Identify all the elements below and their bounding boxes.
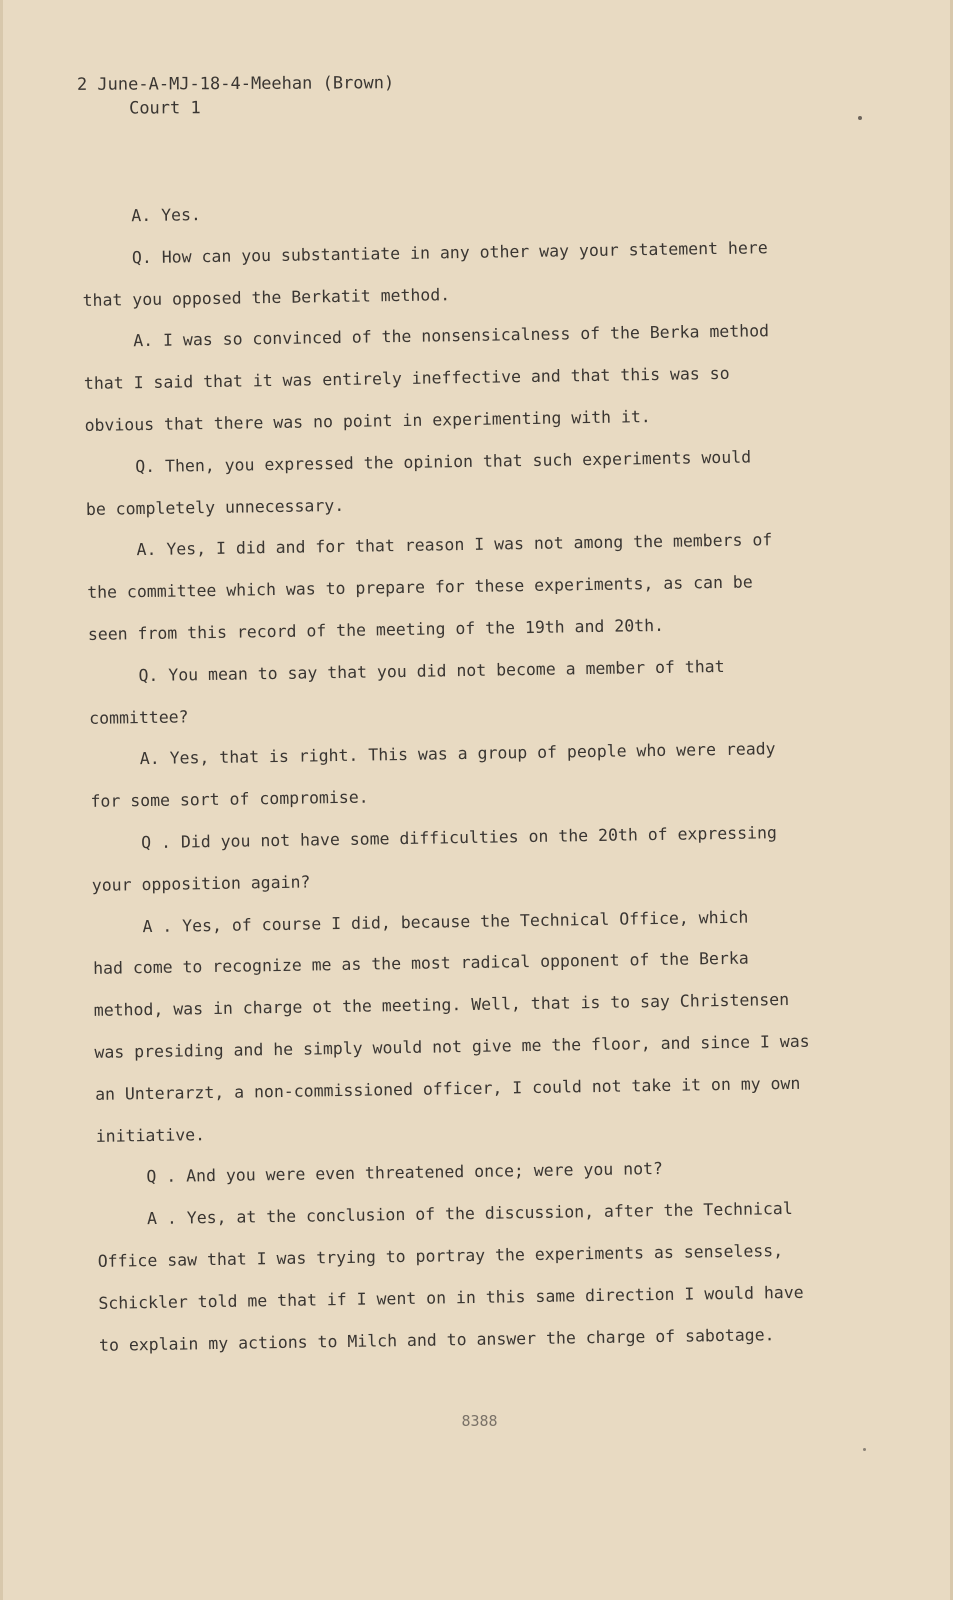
transcript-line: method, was in charge ot the meeting. Well, that is to say Christensen bbox=[93, 990, 790, 1021]
transcript-line: A . Yes, of course I did, because the Technical Office, which bbox=[142, 907, 749, 936]
document-header bbox=[77, 71, 395, 121]
transcript-line: had come to recognize me as the most radical opponent of the Berka bbox=[92, 948, 749, 979]
page-number: 8388 bbox=[461, 1412, 498, 1430]
transcript-line: for some sort of compromise. bbox=[90, 787, 369, 812]
transcript-line: initiative. bbox=[95, 1124, 206, 1146]
transcript-line: the committee which was to prepare for these experiments, as can be bbox=[87, 572, 753, 603]
transcript-line: committee? bbox=[89, 706, 189, 728]
transcript-line: A. Yes, that is right. This was a group of people who were ready bbox=[139, 739, 776, 769]
transcript-line: Q. Then, you expressed the opinion that such experiments would bbox=[135, 447, 752, 476]
transcript-line: Q. How can you substantiate in any other way your statement here bbox=[131, 238, 768, 268]
transcript-line: be completely unnecessary. bbox=[85, 495, 345, 519]
transcript-line: A. I was so convinced of the nonsensicalness of the Berka method bbox=[133, 321, 770, 351]
transcript-line: seen from this record of the meeting of the 19th and 20th. bbox=[87, 615, 665, 644]
transcript-line: Schickler told me that if I went on in this same direction I would have bbox=[98, 1282, 804, 1313]
transcript-line: A. Yes, I did and for that reason I was not among the members of bbox=[136, 530, 773, 560]
transcript-line: was presiding and he simply would not give me the floor, and since I was bbox=[94, 1031, 810, 1062]
paper-speck bbox=[858, 116, 862, 120]
header-reference: 2 June-A-MJ-18-4-Meehan (Brown) bbox=[76, 73, 395, 95]
transcript-line: that I said that it was entirely ineffective and that this was so bbox=[83, 364, 730, 394]
transcript-line: A. Yes. bbox=[131, 205, 202, 226]
transcript-line: your opposition again? bbox=[91, 872, 311, 895]
paper-speck bbox=[863, 1448, 866, 1451]
header-court: Court 1 bbox=[129, 98, 201, 119]
transcript-line: Q . And you were even threatened once; were you not? bbox=[146, 1159, 664, 1187]
transcript-line: that you opposed the Berkatit method. bbox=[82, 284, 451, 310]
transcript-line: Office saw that I was trying to portray the experiments as senseless, bbox=[97, 1241, 784, 1271]
transcript-line: to explain my actions to Milch and to answer the charge of sabotage. bbox=[98, 1324, 775, 1355]
transcript-line: an Unterarzt, a non-commissioned officer, I could not take it on my own bbox=[94, 1073, 801, 1104]
transcript-line: Q. You mean to say that you did not become a member of that bbox=[138, 656, 725, 685]
transcript-body bbox=[81, 184, 859, 1366]
transcript-line: A . Yes, at the conclusion of the discussion, after the Technical bbox=[146, 1199, 793, 1229]
transcript-line: obvious that there was no point in experimenting with it. bbox=[84, 407, 651, 435]
transcript-line: Q . Did you not have some difficulties on the 20th of expressing bbox=[141, 823, 778, 853]
